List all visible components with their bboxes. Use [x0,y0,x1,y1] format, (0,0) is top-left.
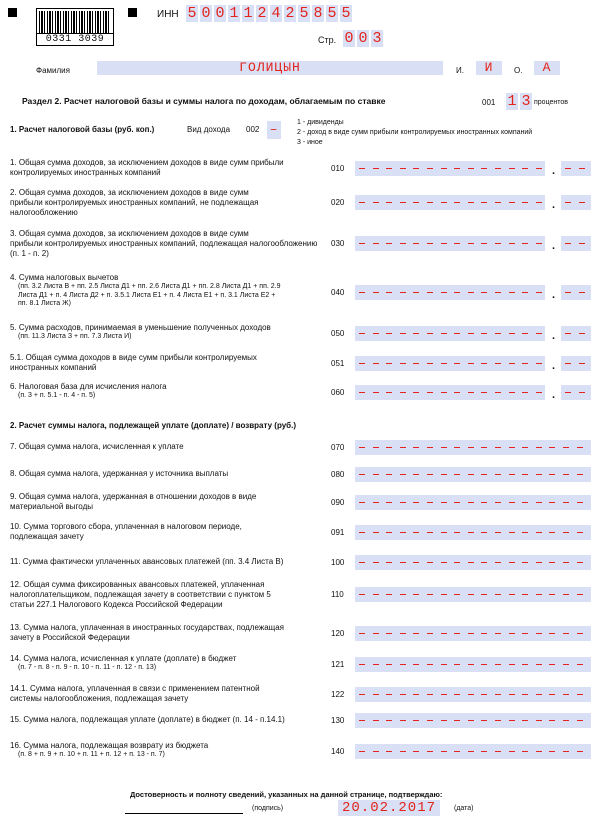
kopecks-field-030[interactable] [561,236,591,251]
row-code: 121 [331,659,345,669]
inn-digit-cell[interactable]: 5 [327,5,337,22]
page-digit-cell[interactable]: 0 [344,30,354,47]
row-label: 8. Общая сумма налога, удержанная у источника выплаты [10,469,229,478]
row-code: 040 [331,287,345,297]
amount-field-130[interactable] [355,713,591,728]
decimal-point: . [552,329,556,342]
page-digit-cell[interactable]: 0 [358,30,368,47]
initial-i-field[interactable]: И [476,61,502,75]
kopecks-field-051[interactable] [561,356,591,371]
date-field[interactable]: 20.02.2017 [338,800,440,816]
inn-digit-cell[interactable]: 1 [243,5,253,22]
row-code: 051 [331,358,345,368]
row-label: 16. Сумма налога, подлежащая возврату из бюджета [10,741,209,750]
date-label: (дата) [454,805,474,812]
decimal-point: . [552,164,556,177]
income-type-field[interactable]: – [267,121,281,139]
amount-field-121[interactable] [355,657,591,672]
row-sublabel: Листа Д1 + п. 4 Листа Д2 + п. 3.5.1 Листа Е1 + п. 4 Листа Е1 + п. 3.1 Листа Е2 + [18,291,276,299]
row-label: прибыли контролируемых иностранных компаний, подлежащая налогообложению [10,239,318,248]
rate-code: 001 [482,98,496,107]
inn-field[interactable] [186,5,352,22]
row-label: прибыли контролируемых иностранных компаний, не подлежащая [10,198,259,207]
amount-field-090[interactable] [355,495,591,510]
decimal-point: . [552,240,556,252]
corner-marker [8,8,17,17]
row-code: 010 [331,163,345,173]
row-code: 060 [331,387,345,397]
row-sublabel: (п. 8 + п. 9 + п. 10 + п. 11 + п. 12 + п. 13 - п. 7) [18,751,165,758]
rate-digit-cell[interactable]: 1 [507,93,517,110]
amount-field-050[interactable] [355,326,545,341]
row-label: 12. Общая сумма фиксированных авансовых платежей, уплаченная [10,580,265,589]
row-code: 080 [331,470,345,479]
initial-o-label: О. [514,66,523,75]
corner-marker [128,8,137,17]
rate-field[interactable] [506,93,532,110]
inn-digit-cell[interactable]: 4 [271,5,281,22]
inn-digit-cell[interactable]: 0 [215,5,225,22]
row-label: 3. Общая сумма доходов, за исключением доходов в виде сумм [10,229,249,238]
amount-field-110[interactable] [355,587,591,602]
surname-label: Фамилия [36,66,70,75]
amount-field-060[interactable] [355,385,545,400]
row-label: 2. Общая сумма доходов, за исключением доходов в виде сумм [10,188,249,197]
part1-title: 1. Расчет налоговой базы (руб. коп.) [10,125,155,134]
barcode [36,8,114,46]
decimal-point: . [552,359,556,372]
amount-field-020[interactable] [355,195,545,210]
row-label: 11. Сумма фактически уплаченных авансовых платежей (пп. 3.4 Листа В) [10,557,284,566]
row-label: 6. Налоговая база для исчисления налога [10,382,167,391]
confirm-text: Достоверность и полноту сведений, указанных на данной странице, подтверждаю: [130,790,443,799]
row-label: системы налогообложения, подлежащая зачету [10,694,189,703]
row-label: зачету в Российской Федерации [10,633,130,642]
inn-digit-cell[interactable]: 5 [341,5,351,22]
amount-field-080[interactable] [355,467,591,482]
income-type-note-1: 1 - дивиденды [297,119,344,126]
inn-label: ИНН [157,9,179,20]
inn-digit-cell[interactable]: 0 [201,5,211,22]
amount-field-100[interactable] [355,555,591,570]
kopecks-field-010[interactable] [561,161,591,176]
decimal-point: . [552,288,556,301]
rate-unit: процентов [534,99,569,106]
amount-field-040[interactable] [355,285,545,300]
income-type-note-3: 3 - иное [297,139,323,146]
kopecks-field-060[interactable] [561,385,591,400]
row-code: 030 [331,239,345,248]
row-code: 090 [331,497,345,507]
income-type-label: Вид дохода [187,125,231,134]
row-label: 13. Сумма налога, уплаченная в иностранных государствах, подлежащая [10,623,284,632]
amount-field-091[interactable] [355,525,591,540]
row-label: 5. Сумма расходов, принимаемая в уменьшение полученных доходов [10,323,271,332]
row-sublabel: (пп. 11.3 Листа З + пп. 7.3 Листа И) [18,333,132,340]
row-label: 1. Общая сумма доходов, за исключением доходов в виде сумм прибыли [10,158,284,167]
part2-title: 2. Расчет суммы налога, подлежащей уплате (доплате) / возврату (руб.) [10,421,296,430]
row-code: 130 [331,716,345,725]
decimal-point: . [552,199,556,211]
row-sublabel: (пп. 3.2 Листа В + пп. 2.5 Листа Д1 + пп. 2.6 Листа Д1 + пп. 2.8 Листа Д1 + пп. 2.9 [18,283,281,290]
row-label: 15. Сумма налога, подлежащая уплате (доплате) в бюджет (п. 14 - п.14.1) [10,715,285,724]
row-code: 110 [331,590,344,599]
row-label: подлежащая зачету [10,532,84,541]
rate-digit-cell[interactable]: 3 [521,93,531,110]
inn-digit-cell[interactable]: 8 [313,5,323,22]
row-code: 100 [331,558,345,567]
row-code: 120 [331,628,345,638]
row-code: 070 [331,443,345,452]
signature-line [125,813,243,814]
page-digit-cell[interactable]: 3 [372,30,382,47]
row-code: 091 [331,527,345,537]
row-label: (п. 1 - п. 2) [10,249,49,258]
income-type-code: 002 [246,125,260,134]
row-label: статьи 227.1 Налогового Кодекса Российской Федерации [10,600,223,609]
row-sublabel: (п. 7 - п. 8 - п. 9 - п. 10 - п. 11 - п. 12 - п. 13) [18,664,157,671]
row-label: 10. Сумма торгового сбора, уплаченная в налоговом периоде, [10,522,242,531]
amount-field-051[interactable] [355,356,545,371]
row-label: 5.1. Общая сумма доходов в виде сумм прибыли контролируемых [10,353,257,362]
row-label: налогоплательщиком, подлежащая зачету в соответствии с пунктом 5 [10,590,271,599]
row-code: 050 [331,328,345,338]
initial-o-field[interactable]: А [534,61,560,75]
amount-field-140[interactable] [355,744,591,759]
row-code: 140 [331,746,345,756]
inn-digit-cell[interactable]: 2 [285,5,295,22]
decimal-point: . [552,388,556,401]
row-label: 14.1. Сумма налога, уплаченная в связи с применением патентной [10,684,260,693]
row-label: 7. Общая сумма налога, исчисленная к уплате [10,442,184,451]
barcode-number: 0331 3039 [37,33,113,45]
initial-i-label: И. [456,66,464,75]
row-label: налогообложению [10,208,78,217]
section-title: Раздел 2. Расчет налоговой базы и суммы налога по доходам, облагаемым по ставке [22,96,386,106]
kopecks-field-050[interactable] [561,326,591,341]
row-label: 9. Общая сумма налога, удержанная в отношении доходов в виде [10,492,257,501]
row-label: 4. Сумма налоговых вычетов [10,273,119,282]
signature-label: (подпись) [252,805,284,812]
amount-field-122[interactable] [355,687,591,702]
inn-digit-cell[interactable]: 1 [229,5,239,22]
amount-field-070[interactable] [355,440,591,455]
page-number-field[interactable] [343,30,383,47]
row-label: материальной выгоды [10,502,93,511]
amount-field-120[interactable] [355,626,591,641]
inn-digit-cell[interactable]: 5 [187,5,197,22]
row-code: 122 [331,689,345,699]
row-label: контролируемых иностранных компаний [10,168,161,177]
inn-digit-cell[interactable]: 2 [257,5,267,22]
amount-field-030[interactable] [355,236,545,251]
inn-digit-cell[interactable]: 5 [299,5,309,22]
row-label: иностранных компаний [10,363,97,372]
row-sublabel: (п. 3 + п. 5.1 - п. 4 - п. 5) [18,392,96,399]
row-code: 020 [331,198,345,207]
income-type-note-2: 2 - доход в виде сумм прибыли контролируемых иностранных компаний [297,129,533,136]
surname-field[interactable]: ГОЛИЦЫН [97,61,443,75]
row-label: 14. Сумма налога, исчисленная к уплате (доплате) в бюджет [10,654,237,663]
amount-field-010[interactable] [355,161,545,176]
page-label: Стр. [318,35,337,45]
kopecks-field-020[interactable] [561,195,591,210]
row-sublabel: пп. 8.1 Листа Ж) [18,300,71,307]
kopecks-field-040[interactable] [561,285,591,300]
